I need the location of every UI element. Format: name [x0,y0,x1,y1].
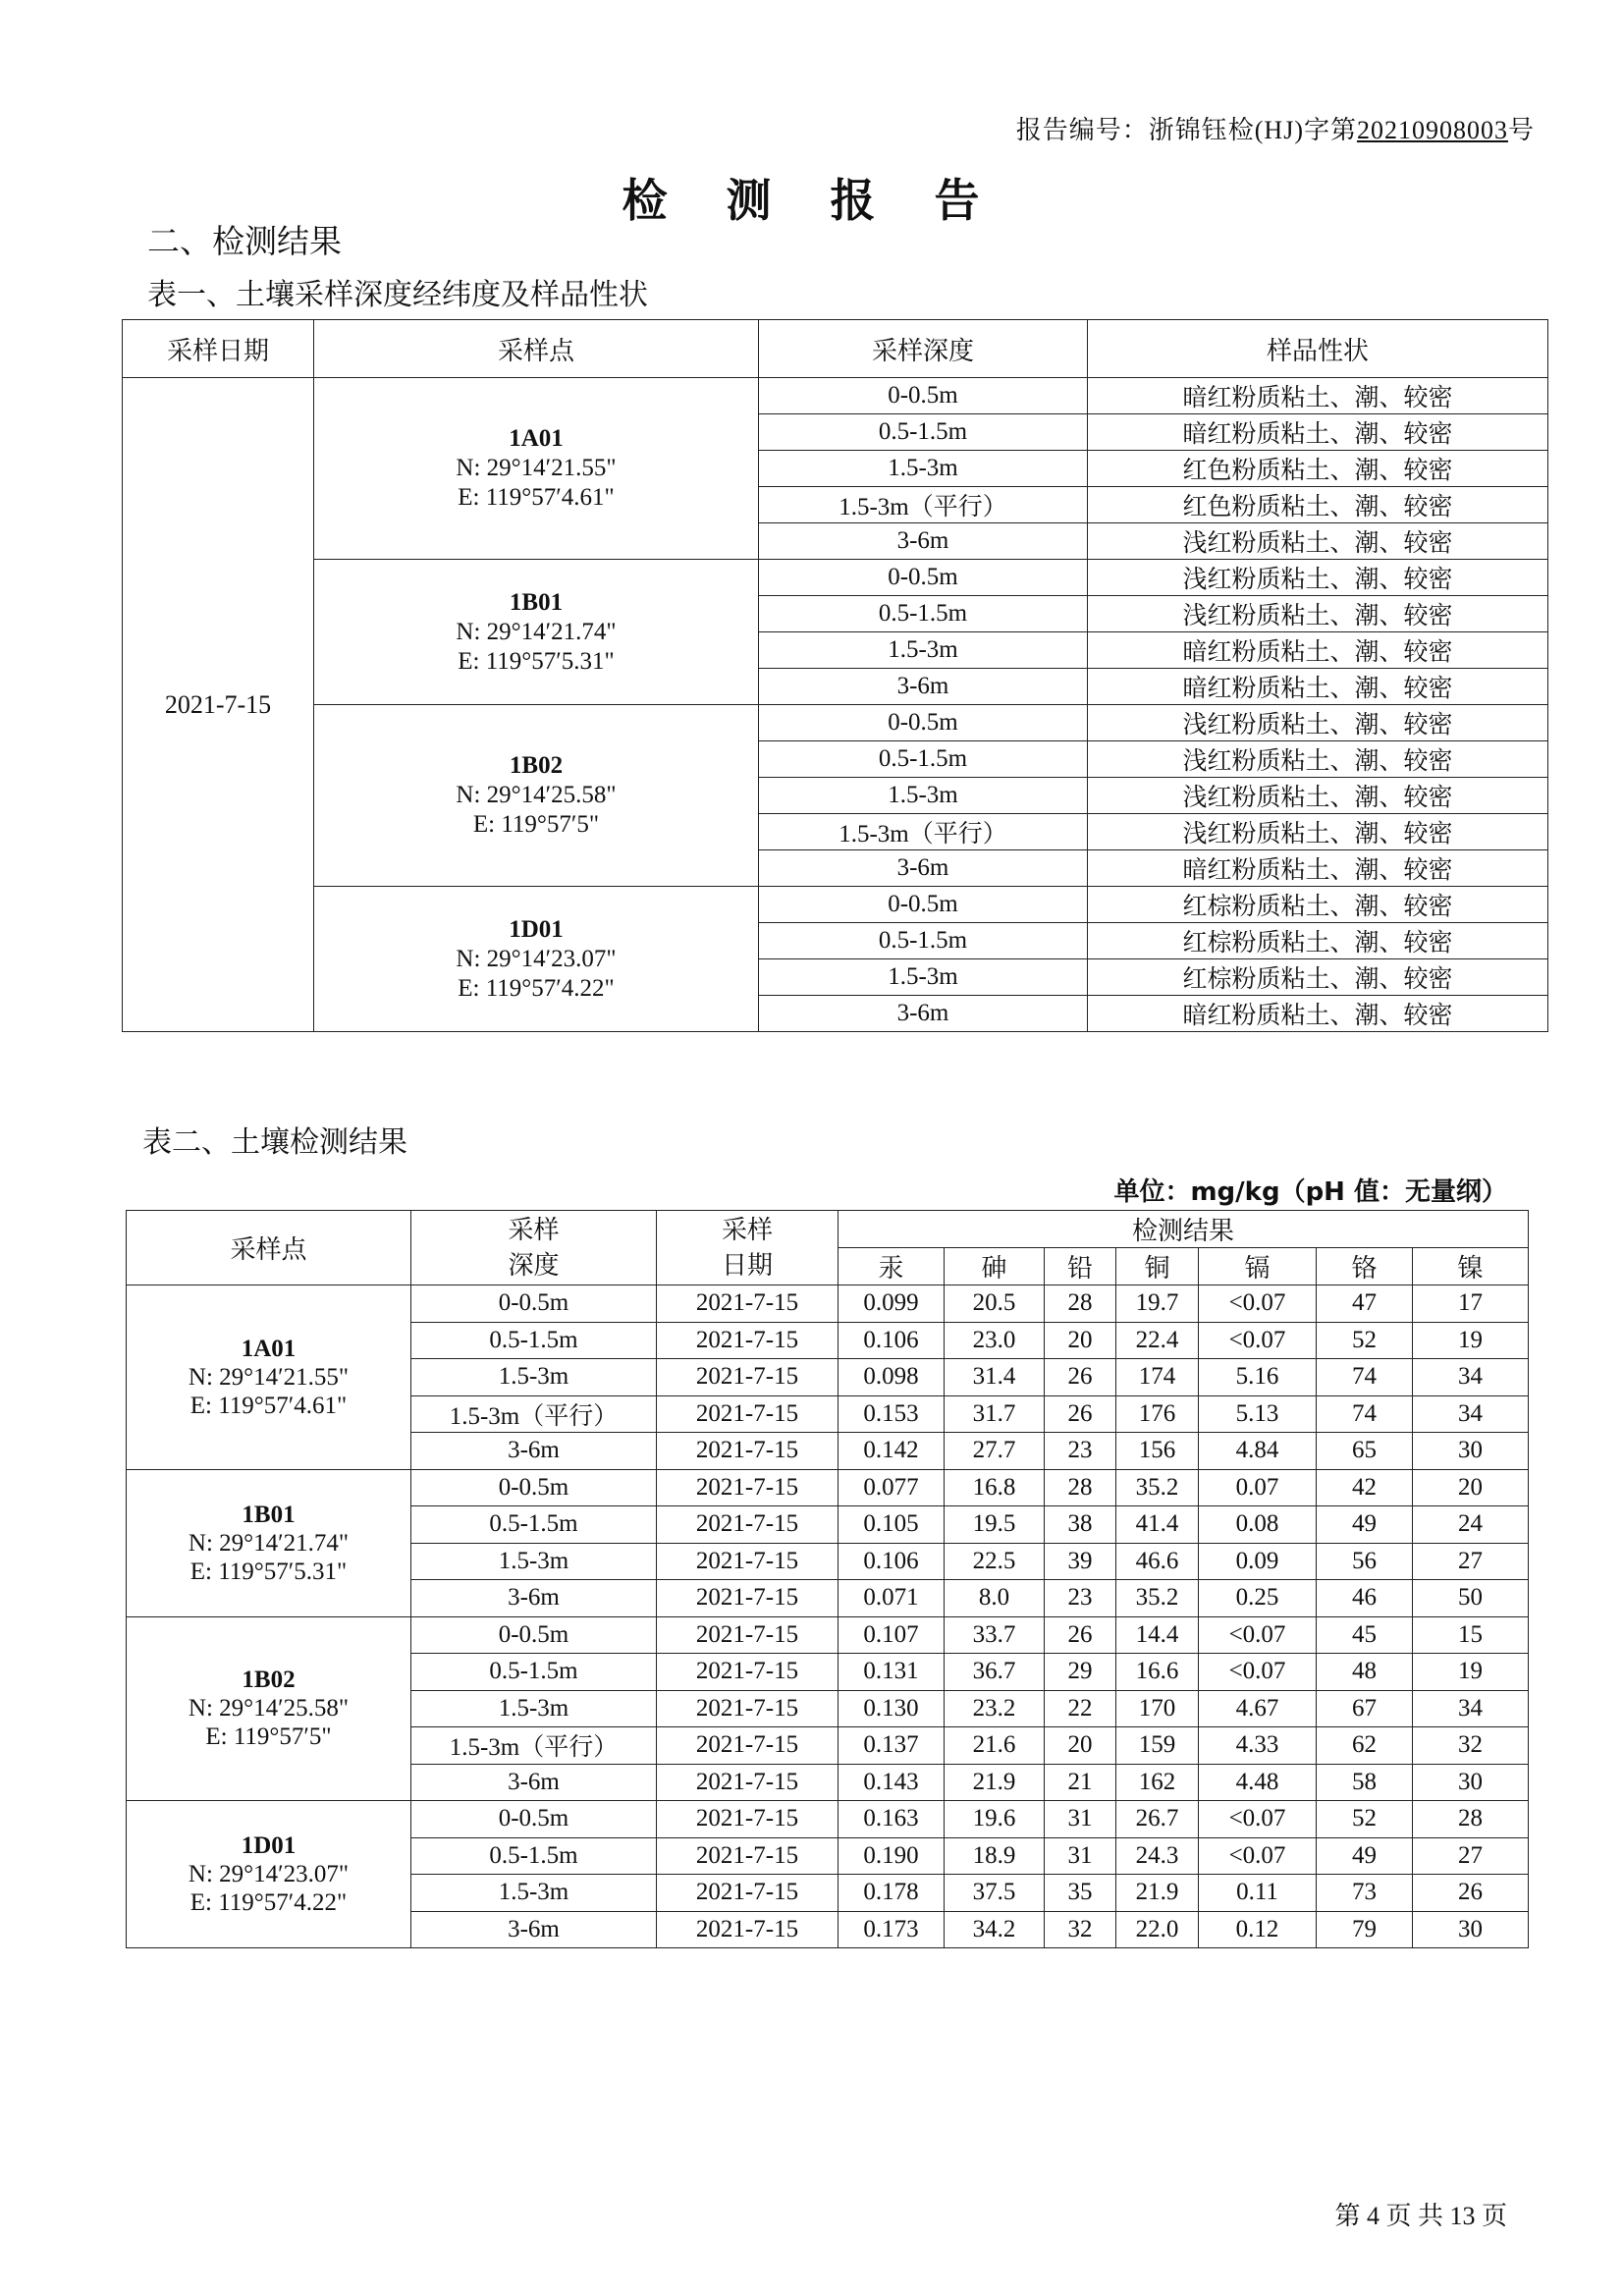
sample-site-id: 1A01 [509,425,564,452]
date-cell: 2021-7-15 [657,1911,839,1948]
sampling-depth-cell: 3-6m [759,850,1088,887]
cu-value: 35.2 [1116,1469,1199,1506]
cr-value: 52 [1317,1801,1413,1838]
table2-body [127,1285,1529,1948]
date-cell: 2021-7-15 [657,1690,839,1727]
cd-value: 5.13 [1199,1395,1317,1433]
pb-value: 23 [1045,1433,1116,1470]
hg-value: 0.077 [839,1469,945,1506]
pb-value: 31 [1045,1837,1116,1875]
depth-cell: 0.5-1.5m [411,1654,657,1691]
cd-value: <0.07 [1199,1616,1317,1654]
sample-property-cell: 暗红粉质粘土、潮、较密 [1088,632,1548,669]
table1-body [123,378,1548,1032]
cu-value: 14.4 [1116,1616,1199,1654]
report-number-label: 报告编号：浙锦钰检(HJ)字第 [1015,116,1357,144]
as-value: 16.8 [945,1469,1045,1506]
depth-cell: 3-6m [411,1433,657,1470]
site-longitude: E: 119°57′4.61" [458,484,615,511]
table1-caption: 表一、土壤采样深度经纬度及样品性状 [147,278,648,312]
sample-site-cell [127,1616,411,1801]
pb-value: 26 [1045,1616,1116,1654]
sampling-depth-cell: 3-6m [759,523,1088,560]
ni-value: 34 [1413,1359,1529,1396]
table1-header-depth: 采样深度 [759,320,1088,378]
cd-value: 4.33 [1199,1727,1317,1765]
hg-value: 0.071 [839,1580,945,1617]
sample-property-cell: 红棕粉质粘土、潮、较密 [1088,887,1548,923]
cd-value: 5.16 [1199,1359,1317,1396]
cr-value: 49 [1317,1506,1413,1544]
sample-property-cell: 红色粉质粘土、潮、较密 [1088,451,1548,487]
sampling-depth-cell: 1.5-3m [759,959,1088,996]
ni-value: 30 [1413,1764,1529,1801]
cu-value: 174 [1116,1359,1199,1396]
pb-value: 26 [1045,1395,1116,1433]
cr-value: 65 [1317,1433,1413,1470]
date-cell: 2021-7-15 [657,1727,839,1765]
hg-value: 0.106 [839,1322,945,1359]
sample-site-cell [314,560,759,705]
sampling-depth-cell: 0.5-1.5m [759,596,1088,632]
table-row [123,378,1548,414]
report-number-value: 20210908003 [1356,116,1508,144]
table-row [127,1469,1529,1506]
hg-value: 0.137 [839,1727,945,1765]
cr-value: 52 [1317,1322,1413,1359]
site-latitude: N: 29°14′21.55" [188,1363,350,1391]
document-title: 检 测 报 告 [622,174,1001,227]
cr-value: 73 [1317,1875,1413,1912]
depth-cell: 3-6m [411,1764,657,1801]
pb-value: 20 [1045,1727,1116,1765]
cu-value: 16.6 [1116,1654,1199,1691]
hg-value: 0.106 [839,1543,945,1580]
section-title: 二、检测结果 [147,222,342,260]
pb-value: 31 [1045,1801,1116,1838]
ni-value: 24 [1413,1506,1529,1544]
sampling-depth-cell: 1.5-3m [759,632,1088,669]
sampling-depth-cell: 0.5-1.5m [759,923,1088,959]
cu-value: 156 [1116,1433,1199,1470]
hg-value: 0.163 [839,1801,945,1838]
site-longitude: E: 119°57′4.22" [189,1889,348,1916]
site-longitude: E: 119°57′5.31" [189,1558,348,1585]
pb-value: 20 [1045,1322,1116,1359]
sample-site-id: 1D01 [241,1832,297,1859]
sampling-depth-cell: 0-0.5m [759,378,1088,414]
depth-cell: 0.5-1.5m [411,1322,657,1359]
cr-value: 79 [1317,1911,1413,1948]
date-cell: 2021-7-15 [657,1285,839,1323]
sample-property-cell: 暗红粉质粘土、潮、较密 [1088,378,1548,414]
sampling-depth-cell: 3-6m [759,996,1088,1032]
hg-value: 0.105 [839,1506,945,1544]
sampling-depth-cell: 0-0.5m [759,887,1088,923]
ni-value: 26 [1413,1875,1529,1912]
depth-cell: 1.5-3m（平行） [411,1395,657,1433]
cu-value: 170 [1116,1690,1199,1727]
pb-value: 35 [1045,1875,1116,1912]
cd-value: <0.07 [1199,1654,1317,1691]
date-cell: 2021-7-15 [657,1801,839,1838]
sample-site-cell [127,1285,411,1470]
sampling-info-table [122,319,1548,1032]
cu-value: 19.7 [1116,1285,1199,1323]
sample-site-cell [314,378,759,560]
sample-property-cell: 暗红粉质粘土、潮、较密 [1088,850,1548,887]
depth-cell: 1.5-3m [411,1359,657,1396]
cr-value: 42 [1317,1469,1413,1506]
as-value: 34.2 [945,1911,1045,1948]
sampling-depth-cell: 1.5-3m [759,778,1088,814]
sample-property-cell: 浅红粉质粘土、潮、较密 [1088,523,1548,560]
table2-header-cu: 铜 [1116,1248,1199,1285]
site-latitude: N: 29°14′21.74" [456,618,617,645]
ni-value: 34 [1413,1690,1529,1727]
sample-site-id: 1B02 [509,752,564,779]
site-latitude: N: 29°14′21.74" [188,1529,350,1557]
table2-header-depth-line1: 采样 [508,1215,560,1245]
site-latitude: N: 29°14′21.55" [456,455,617,481]
site-longitude: E: 119°57′5" [472,811,600,838]
cd-value: 4.67 [1199,1690,1317,1727]
as-value: 21.6 [945,1727,1045,1765]
cr-value: 58 [1317,1764,1413,1801]
sample-property-cell: 浅红粉质粘土、潮、较密 [1088,560,1548,596]
cd-value: 0.07 [1199,1469,1317,1506]
ni-value: 50 [1413,1580,1529,1617]
depth-cell: 3-6m [411,1580,657,1617]
sample-site-id: 1A01 [241,1335,297,1362]
pb-value: 28 [1045,1469,1116,1506]
cd-value: <0.07 [1199,1837,1317,1875]
hg-value: 0.178 [839,1875,945,1912]
cd-value: 0.12 [1199,1911,1317,1948]
table-row [123,560,1548,596]
table2-header-depth [411,1211,657,1285]
pb-value: 28 [1045,1285,1116,1323]
sampling-depth-cell: 0.5-1.5m [759,741,1088,778]
cr-value: 67 [1317,1690,1413,1727]
cr-value: 74 [1317,1359,1413,1396]
sample-property-cell: 暗红粉质粘土、潮、较密 [1088,996,1548,1032]
as-value: 36.7 [945,1654,1045,1691]
as-value: 18.9 [945,1837,1045,1875]
ni-value: 19 [1413,1322,1529,1359]
sample-site-cell [127,1469,411,1616]
cu-value: 24.3 [1116,1837,1199,1875]
sample-property-cell: 暗红粉质粘土、潮、较密 [1088,669,1548,705]
cr-value: 74 [1317,1395,1413,1433]
as-value: 19.6 [945,1801,1045,1838]
as-value: 19.5 [945,1506,1045,1544]
hg-value: 0.190 [839,1837,945,1875]
date-cell: 2021-7-15 [657,1616,839,1654]
sample-site-cell [127,1801,411,1948]
as-value: 33.7 [945,1616,1045,1654]
hg-value: 0.098 [839,1359,945,1396]
cr-value: 56 [1317,1543,1413,1580]
date-cell: 2021-7-15 [657,1322,839,1359]
cu-value: 162 [1116,1764,1199,1801]
cr-value: 46 [1317,1580,1413,1617]
ni-value: 30 [1413,1433,1529,1470]
sample-property-cell: 浅红粉质粘土、潮、较密 [1088,741,1548,778]
table2-header-site: 采样点 [127,1211,411,1285]
cu-value: 22.4 [1116,1322,1199,1359]
cd-value: 4.48 [1199,1764,1317,1801]
pb-value: 22 [1045,1690,1116,1727]
table-row [123,705,1548,741]
as-value: 31.7 [945,1395,1045,1433]
date-cell: 2021-7-15 [657,1359,839,1396]
cu-value: 21.9 [1116,1875,1199,1912]
as-value: 31.4 [945,1359,1045,1396]
cr-value: 62 [1317,1727,1413,1765]
depth-cell: 1.5-3m（平行） [411,1727,657,1765]
table-row [127,1801,1529,1838]
depth-cell: 1.5-3m [411,1690,657,1727]
date-cell: 2021-7-15 [657,1875,839,1912]
table-row [123,887,1548,923]
cd-value: <0.07 [1199,1801,1317,1838]
table2-header-cd: 镉 [1199,1248,1317,1285]
pb-value: 26 [1045,1359,1116,1396]
cu-value: 22.0 [1116,1911,1199,1948]
cu-value: 159 [1116,1727,1199,1765]
as-value: 20.5 [945,1285,1045,1323]
cd-value: <0.07 [1199,1285,1317,1323]
date-cell: 2021-7-15 [657,1654,839,1691]
sample-property-cell: 浅红粉质粘土、潮、较密 [1088,705,1548,741]
sample-site-cell [314,705,759,887]
site-latitude: N: 29°14′25.58" [188,1695,350,1722]
cu-value: 46.6 [1116,1543,1199,1580]
date-cell: 2021-7-15 [657,1580,839,1617]
cd-value: 0.11 [1199,1875,1317,1912]
sample-site-cell [314,887,759,1032]
hg-value: 0.131 [839,1654,945,1691]
ni-value: 30 [1413,1911,1529,1948]
cd-value: 4.84 [1199,1433,1317,1470]
depth-cell: 0.5-1.5m [411,1506,657,1544]
depth-cell: 0-0.5m [411,1469,657,1506]
date-cell: 2021-7-15 [657,1543,839,1580]
site-longitude: E: 119°57′5.31" [458,647,615,675]
cu-value: 35.2 [1116,1580,1199,1617]
hg-value: 0.173 [839,1911,945,1948]
pb-value: 38 [1045,1506,1116,1544]
as-value: 23.0 [945,1322,1045,1359]
sampling-date-cell: 2021-7-15 [123,378,314,1032]
cr-value: 47 [1317,1285,1413,1323]
date-cell: 2021-7-15 [657,1469,839,1506]
cd-value: 0.25 [1199,1580,1317,1617]
depth-cell: 1.5-3m [411,1875,657,1912]
site-latitude: N: 29°14′25.58" [456,782,617,808]
sampling-depth-cell: 0.5-1.5m [759,414,1088,451]
sampling-depth-cell: 0-0.5m [759,705,1088,741]
as-value: 37.5 [945,1875,1045,1912]
table2-header-date [657,1211,839,1285]
sample-property-cell: 红棕粉质粘土、潮、较密 [1088,959,1548,996]
cr-value: 49 [1317,1837,1413,1875]
table2-header-pb: 铅 [1045,1248,1116,1285]
sample-site-id: 1D01 [509,915,564,943]
depth-cell: 1.5-3m [411,1543,657,1580]
report-number-suffix: 号 [1507,116,1535,144]
ni-value: 32 [1413,1727,1529,1765]
depth-cell: 3-6m [411,1911,657,1948]
depth-cell: 0.5-1.5m [411,1837,657,1875]
hg-value: 0.153 [839,1395,945,1433]
cr-value: 45 [1317,1616,1413,1654]
table2-header-date-line1: 采样 [721,1215,773,1245]
table-row [127,1285,1529,1323]
date-cell: 2021-7-15 [657,1764,839,1801]
cu-value: 41.4 [1116,1506,1199,1544]
table2-header-as: 砷 [945,1248,1045,1285]
hg-value: 0.099 [839,1285,945,1323]
table2-header-depth-line2: 深度 [508,1250,560,1281]
ni-value: 27 [1413,1543,1529,1580]
table2-header-results: 检测结果 [839,1211,1529,1248]
page-footer: 第 4 页 共 13 页 [1334,2202,1507,2230]
pb-value: 39 [1045,1543,1116,1580]
table1-header-date: 采样日期 [123,320,314,378]
pb-value: 21 [1045,1764,1116,1801]
ni-value: 17 [1413,1285,1529,1323]
table2-header-hg: 汞 [839,1248,945,1285]
sample-property-cell: 浅红粉质粘土、潮、较密 [1088,814,1548,850]
site-longitude: E: 119°57′4.61" [189,1392,348,1419]
report-number [1016,110,1535,146]
table1-header-site: 采样点 [314,320,759,378]
results-table [126,1210,1529,1948]
ni-value: 15 [1413,1616,1529,1654]
site-latitude: N: 29°14′23.07" [456,945,617,972]
depth-cell: 0-0.5m [411,1801,657,1838]
cd-value: <0.07 [1199,1322,1317,1359]
sample-site-id: 1B02 [242,1667,296,1694]
sampling-depth-cell: 1.5-3m [759,451,1088,487]
cd-value: 0.09 [1199,1543,1317,1580]
as-value: 27.7 [945,1433,1045,1470]
depth-cell: 0-0.5m [411,1285,657,1323]
sample-property-cell: 浅红粉质粘土、潮、较密 [1088,596,1548,632]
hg-value: 0.107 [839,1616,945,1654]
as-value: 23.2 [945,1690,1045,1727]
site-longitude: E: 119°57′4.22" [458,974,615,1002]
site-latitude: N: 29°14′23.07" [188,1861,350,1887]
cu-value: 26.7 [1116,1801,1199,1838]
ni-value: 34 [1413,1395,1529,1433]
as-value: 22.5 [945,1543,1045,1580]
table2-header-date-line2: 日期 [721,1250,773,1281]
sample-property-cell: 红棕粉质粘土、潮、较密 [1088,923,1548,959]
date-cell: 2021-7-15 [657,1433,839,1470]
table2-header-cr: 铬 [1317,1248,1413,1285]
sampling-depth-cell: 0-0.5m [759,560,1088,596]
pb-value: 32 [1045,1911,1116,1948]
sampling-depth-cell: 3-6m [759,669,1088,705]
date-cell: 2021-7-15 [657,1837,839,1875]
as-value: 8.0 [945,1580,1045,1617]
table-row [127,1616,1529,1654]
sample-property-cell: 浅红粉质粘土、潮、较密 [1088,778,1548,814]
site-longitude: E: 119°57′5" [205,1723,332,1751]
pb-value: 29 [1045,1654,1116,1691]
cr-value: 48 [1317,1654,1413,1691]
ni-value: 20 [1413,1469,1529,1506]
sample-site-id: 1B01 [509,588,564,616]
cd-value: 0.08 [1199,1506,1317,1544]
date-cell: 2021-7-15 [657,1395,839,1433]
depth-cell: 0-0.5m [411,1616,657,1654]
hg-value: 0.142 [839,1433,945,1470]
table2-caption: 表二、土壤检测结果 [142,1125,407,1160]
unit-note: 单位：mg/kg（pH 值：无量纲） [1113,1177,1507,1207]
sample-property-cell: 暗红粉质粘土、潮、较密 [1088,414,1548,451]
as-value: 21.9 [945,1764,1045,1801]
ni-value: 27 [1413,1837,1529,1875]
pb-value: 23 [1045,1580,1116,1617]
sample-site-id: 1B01 [242,1501,296,1528]
ni-value: 19 [1413,1654,1529,1691]
sampling-depth-cell: 1.5-3m（平行） [759,814,1088,850]
sampling-depth-cell: 1.5-3m（平行） [759,487,1088,523]
sample-property-cell: 红色粉质粘土、潮、较密 [1088,487,1548,523]
hg-value: 0.130 [839,1690,945,1727]
cu-value: 176 [1116,1395,1199,1433]
table1-header-properties: 样品性状 [1088,320,1548,378]
table2-header-ni: 镍 [1413,1248,1529,1285]
date-cell: 2021-7-15 [657,1506,839,1544]
ni-value: 28 [1413,1801,1529,1838]
hg-value: 0.143 [839,1764,945,1801]
